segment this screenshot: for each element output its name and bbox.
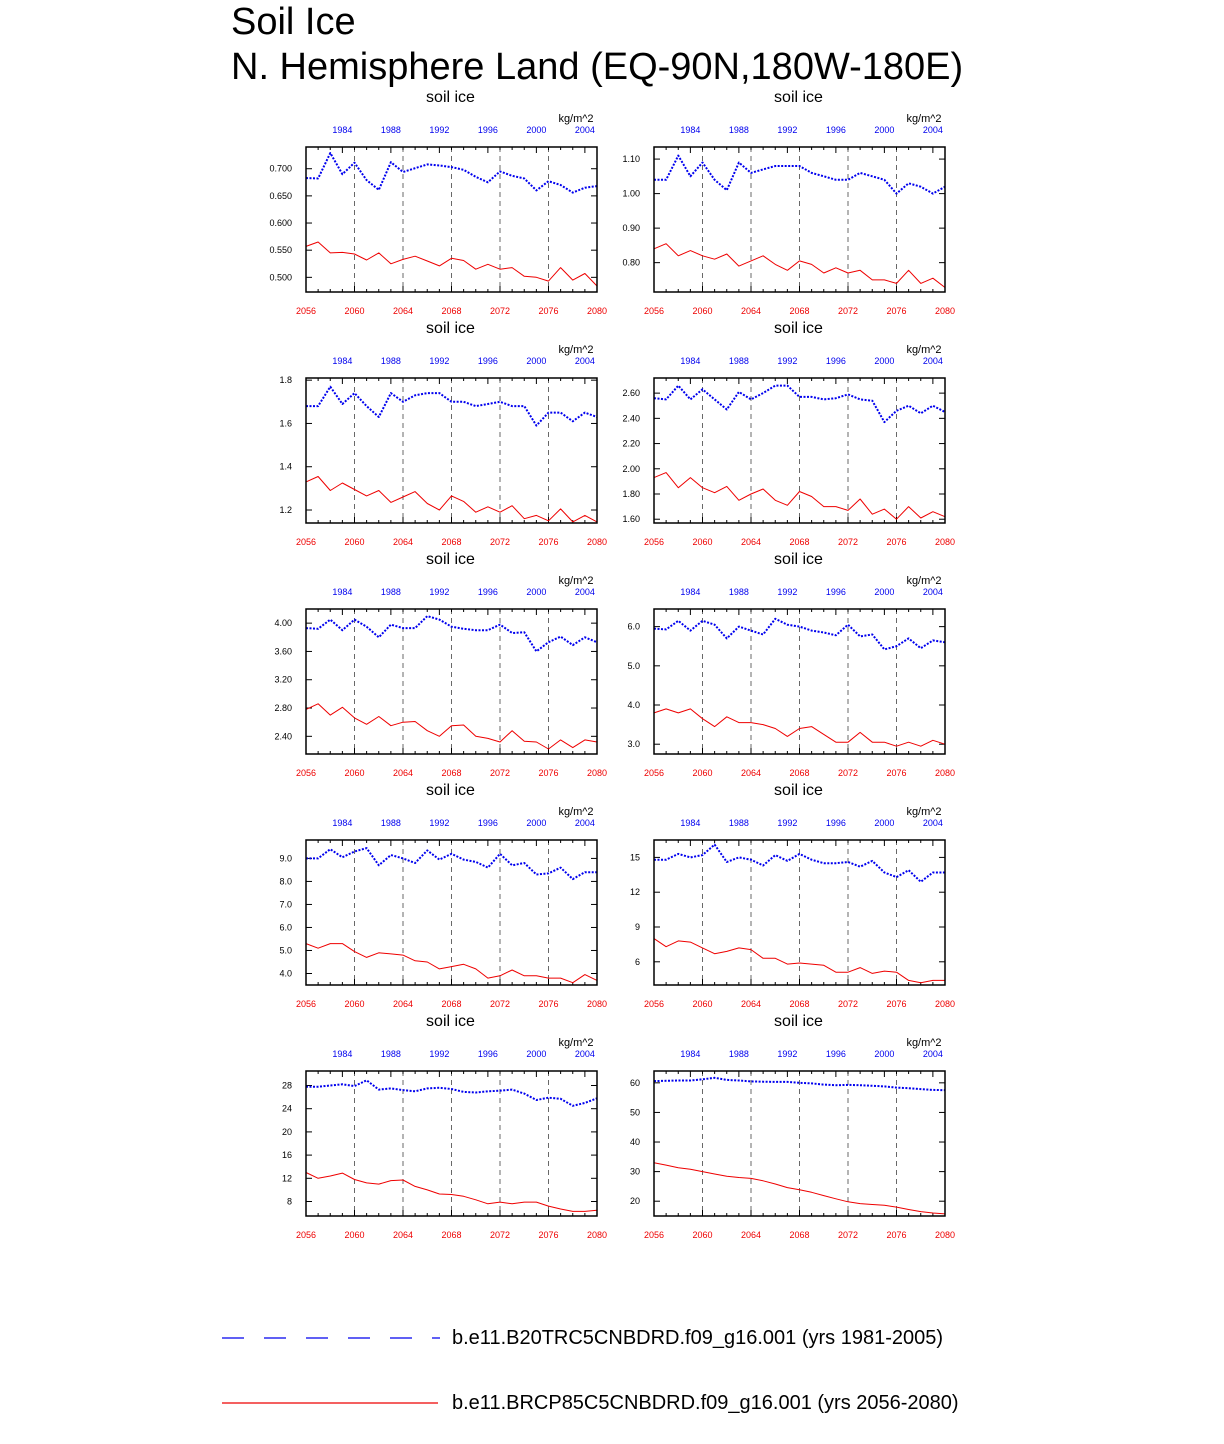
x-top-tick-label: 2004 [922, 587, 943, 597]
x-top-tick-label: 1988 [728, 1049, 749, 1059]
x-top-tick-label: 2000 [874, 818, 895, 828]
chart-panel-1 [269, 89, 607, 316]
x-bottom-tick-label: 2068 [441, 306, 462, 316]
chart-units: kg/m^2 [906, 806, 942, 818]
x-bottom-tick-label: 2080 [934, 537, 956, 547]
x-bottom-tick-label: 2080 [934, 999, 956, 1009]
y-tick-label: 2.40 [274, 731, 292, 742]
y-tick-label: 0.500 [269, 272, 292, 283]
y-tick-label: 2.80 [274, 703, 292, 714]
x-bottom-tick-label: 2064 [740, 306, 762, 316]
x-bottom-tick-label: 2068 [441, 999, 462, 1009]
chart-panel-7 [279, 782, 607, 1009]
y-tick-label: 6 [634, 956, 640, 967]
y-tick-label: 0.700 [269, 163, 292, 174]
x-top-tick-label: 1992 [429, 125, 450, 135]
x-bottom-tick-label: 2064 [392, 537, 414, 547]
x-top-tick-label: 1996 [825, 356, 846, 366]
x-top-tick-label: 2004 [922, 125, 943, 135]
x-top-tick-label: 1984 [332, 125, 353, 135]
x-top-tick-label: 1984 [680, 587, 701, 597]
legend-line-historical [220, 1325, 442, 1351]
x-bottom-tick-label: 2056 [295, 999, 317, 1009]
x-bottom-tick-label: 2076 [538, 1230, 559, 1240]
legend-item-future [0, 1390, 1224, 1420]
x-top-tick-label: 1988 [380, 818, 401, 828]
y-tick-label: 60 [629, 1077, 640, 1088]
x-top-tick-label: 1984 [680, 125, 701, 135]
chart-panel-8 [630, 782, 955, 1009]
x-bottom-tick-label: 2060 [692, 306, 713, 316]
y-tick-label: 0.80 [622, 257, 640, 268]
chart-units: kg/m^2 [906, 113, 942, 125]
y-tick-label: 4.0 [627, 700, 640, 711]
chart-panel-2 [622, 89, 955, 316]
x-bottom-tick-label: 2056 [295, 768, 317, 778]
x-top-tick-label: 1988 [728, 356, 749, 366]
x-bottom-tick-label: 2064 [392, 768, 414, 778]
series-historical-line [654, 619, 945, 650]
x-bottom-tick-label: 2060 [344, 537, 365, 547]
x-top-tick-label: 2000 [874, 356, 895, 366]
y-tick-label: 40 [629, 1137, 640, 1148]
x-bottom-tick-label: 2056 [295, 1230, 317, 1240]
x-top-tick-label: 1984 [680, 1049, 701, 1059]
x-top-tick-label: 1984 [332, 1049, 353, 1059]
x-bottom-tick-label: 2080 [586, 768, 608, 778]
x-bottom-tick-label: 2072 [489, 537, 511, 547]
y-tick-label: 12 [281, 1173, 292, 1184]
chart-title: soil ice [774, 551, 823, 568]
y-tick-label: 9.0 [279, 853, 292, 864]
x-bottom-tick-label: 2076 [538, 999, 559, 1009]
x-top-tick-label: 1984 [680, 818, 701, 828]
y-tick-label: 0.90 [622, 223, 640, 234]
y-tick-label: 3.20 [274, 674, 292, 685]
x-bottom-tick-label: 2068 [441, 1230, 462, 1240]
chart-units: kg/m^2 [558, 113, 594, 125]
y-tick-label: 6.0 [627, 621, 640, 632]
chart-panel-9 [282, 1013, 607, 1240]
chart-panel-10 [630, 1013, 955, 1240]
x-top-tick-label: 1996 [825, 818, 846, 828]
x-top-tick-label: 1984 [332, 356, 353, 366]
x-bottom-tick-label: 2064 [740, 999, 762, 1009]
y-tick-label: 3.60 [274, 646, 292, 657]
y-tick-label: 1.60 [622, 514, 640, 525]
x-top-tick-label: 1996 [477, 587, 498, 597]
x-bottom-tick-label: 2064 [740, 537, 762, 547]
y-tick-label: 1.10 [622, 154, 640, 165]
y-tick-label: 50 [629, 1107, 640, 1118]
chart-title: soil ice [774, 320, 823, 337]
x-bottom-tick-label: 2068 [789, 537, 810, 547]
chart-title: soil ice [426, 782, 475, 799]
chart-panel-5 [274, 551, 607, 778]
x-bottom-tick-label: 2068 [441, 537, 462, 547]
chart-units: kg/m^2 [906, 344, 942, 356]
x-bottom-tick-label: 2072 [489, 1230, 511, 1240]
x-bottom-tick-label: 2068 [789, 999, 810, 1009]
x-bottom-tick-label: 2060 [692, 999, 713, 1009]
x-bottom-tick-label: 2080 [586, 306, 608, 316]
y-tick-label: 20 [281, 1126, 292, 1137]
x-bottom-tick-label: 2056 [295, 537, 317, 547]
x-bottom-tick-label: 2056 [643, 1230, 665, 1240]
chart-panel-4 [622, 320, 955, 547]
x-bottom-tick-label: 2060 [344, 999, 365, 1009]
y-tick-label: 1.4 [279, 461, 292, 472]
chart-panel-6 [627, 551, 955, 778]
y-tick-label: 1.6 [279, 418, 292, 429]
page-title: Soil Ice [231, 1, 356, 43]
x-top-tick-label: 1996 [825, 1049, 846, 1059]
y-tick-label: 2.40 [622, 413, 640, 424]
x-bottom-tick-label: 2056 [643, 768, 665, 778]
x-bottom-tick-label: 2060 [692, 1230, 713, 1240]
x-bottom-tick-label: 2064 [740, 768, 762, 778]
x-bottom-tick-label: 2076 [538, 537, 559, 547]
x-bottom-tick-label: 2076 [886, 768, 907, 778]
x-top-tick-label: 2004 [574, 125, 595, 135]
x-top-tick-label: 1992 [777, 818, 798, 828]
y-tick-label: 20 [629, 1196, 640, 1207]
chart-units: kg/m^2 [558, 344, 594, 356]
x-top-tick-label: 1992 [429, 356, 450, 366]
chart-units: kg/m^2 [906, 1037, 942, 1049]
y-tick-label: 0.550 [269, 245, 292, 256]
x-top-tick-label: 1984 [332, 587, 353, 597]
chart-units: kg/m^2 [558, 1037, 594, 1049]
x-top-tick-label: 2000 [874, 125, 895, 135]
y-tick-label: 6.0 [279, 922, 292, 933]
x-bottom-tick-label: 2072 [489, 768, 511, 778]
y-tick-label: 3.0 [627, 739, 640, 750]
x-top-tick-label: 2000 [526, 125, 547, 135]
x-bottom-tick-label: 2076 [886, 999, 907, 1009]
y-tick-label: 5.0 [279, 945, 292, 956]
y-tick-label: 4.0 [279, 968, 292, 979]
x-bottom-tick-label: 2064 [392, 1230, 414, 1240]
x-top-tick-label: 1988 [380, 356, 401, 366]
x-top-tick-label: 2004 [574, 356, 595, 366]
x-top-tick-label: 1992 [777, 125, 798, 135]
x-top-tick-label: 2000 [526, 818, 547, 828]
x-top-tick-label: 1992 [429, 587, 450, 597]
x-top-tick-label: 2000 [526, 587, 547, 597]
x-bottom-tick-label: 2064 [392, 306, 414, 316]
x-top-tick-label: 2004 [574, 1049, 595, 1059]
y-tick-label: 30 [629, 1166, 640, 1177]
x-bottom-tick-label: 2080 [934, 1230, 956, 1240]
chart-units: kg/m^2 [558, 806, 594, 818]
x-top-tick-label: 1988 [380, 1049, 401, 1059]
x-top-tick-label: 1988 [728, 818, 749, 828]
x-top-tick-label: 2004 [574, 818, 595, 828]
x-top-tick-label: 1992 [429, 818, 450, 828]
y-tick-label: 0.600 [269, 218, 292, 229]
x-bottom-tick-label: 2072 [489, 999, 511, 1009]
x-bottom-tick-label: 2076 [886, 1230, 907, 1240]
x-bottom-tick-label: 2080 [934, 306, 956, 316]
chart-title: soil ice [426, 551, 475, 568]
x-top-tick-label: 2004 [574, 587, 595, 597]
y-tick-label: 2.20 [622, 438, 640, 449]
x-bottom-tick-label: 2076 [538, 306, 559, 316]
x-bottom-tick-label: 2080 [586, 999, 608, 1009]
x-bottom-tick-label: 2080 [934, 768, 956, 778]
x-bottom-tick-label: 2064 [740, 1230, 762, 1240]
legend-label-historical: b.e11.B20TRC5CNBDRD.f09_g16.001 (yrs 1981-2005) [452, 1327, 944, 1349]
chart-units: kg/m^2 [558, 575, 594, 587]
x-bottom-tick-label: 2080 [586, 1230, 608, 1240]
x-top-tick-label: 1996 [825, 587, 846, 597]
y-tick-label: 9 [634, 922, 640, 932]
x-bottom-tick-label: 2076 [886, 306, 907, 316]
x-bottom-tick-label: 2068 [789, 1230, 810, 1240]
x-bottom-tick-label: 2056 [643, 999, 665, 1009]
x-top-tick-label: 1996 [477, 1049, 498, 1059]
y-tick-label: 1.2 [279, 505, 292, 516]
x-bottom-tick-label: 2072 [837, 1230, 859, 1240]
x-top-tick-label: 2004 [922, 818, 943, 828]
legend-line-future [220, 1390, 442, 1416]
x-bottom-tick-label: 2060 [344, 306, 365, 316]
y-tick-label: 28 [281, 1080, 292, 1091]
y-tick-label: 8.0 [279, 876, 292, 887]
x-top-tick-label: 1988 [728, 587, 749, 597]
y-tick-label: 7.0 [279, 899, 292, 910]
x-bottom-tick-label: 2056 [643, 306, 665, 316]
y-tick-label: 15 [629, 852, 640, 863]
y-tick-label: 0.650 [269, 190, 292, 201]
x-top-tick-label: 1988 [728, 125, 749, 135]
x-bottom-tick-label: 2072 [837, 537, 859, 547]
y-tick-label: 1.00 [622, 188, 640, 199]
x-bottom-tick-label: 2060 [692, 537, 713, 547]
x-bottom-tick-label: 2056 [643, 537, 665, 547]
y-tick-label: 16 [281, 1150, 292, 1161]
x-bottom-tick-label: 2068 [789, 768, 810, 778]
x-top-tick-label: 1988 [380, 125, 401, 135]
y-tick-label: 2.60 [622, 388, 640, 399]
page-subtitle: N. Hemisphere Land (EQ-90N,180W-180E) [231, 46, 964, 88]
x-top-tick-label: 1992 [429, 1049, 450, 1059]
chart-title: soil ice [774, 1013, 823, 1030]
x-top-tick-label: 2000 [526, 1049, 547, 1059]
x-top-tick-label: 2004 [922, 356, 943, 366]
x-top-tick-label: 1988 [380, 587, 401, 597]
x-top-tick-label: 2000 [874, 587, 895, 597]
chart-title: soil ice [774, 782, 823, 799]
x-top-tick-label: 1996 [477, 125, 498, 135]
x-bottom-tick-label: 2068 [441, 768, 462, 778]
legend-item-historical [0, 1325, 1224, 1355]
y-tick-label: 1.8 [279, 375, 292, 386]
x-bottom-tick-label: 2056 [295, 306, 317, 316]
x-top-tick-label: 2004 [922, 1049, 943, 1059]
x-bottom-tick-label: 2076 [886, 537, 907, 547]
x-bottom-tick-label: 2072 [837, 768, 859, 778]
x-bottom-tick-label: 2080 [586, 537, 608, 547]
x-top-tick-label: 1984 [680, 356, 701, 366]
chart-panel-3 [279, 320, 607, 547]
chart-units: kg/m^2 [906, 575, 942, 587]
x-top-tick-label: 1996 [825, 125, 846, 135]
y-tick-label: 24 [281, 1103, 292, 1114]
y-tick-label: 8 [286, 1196, 292, 1207]
x-top-tick-label: 2000 [874, 1049, 895, 1059]
y-tick-label: 4.00 [274, 618, 292, 629]
x-top-tick-label: 1984 [332, 818, 353, 828]
y-tick-label: 2.00 [622, 463, 640, 474]
x-top-tick-label: 1992 [777, 587, 798, 597]
x-bottom-tick-label: 2064 [392, 999, 414, 1009]
x-top-tick-label: 1996 [477, 356, 498, 366]
x-top-tick-label: 2000 [526, 356, 547, 366]
x-bottom-tick-label: 2060 [692, 768, 713, 778]
chart-title: soil ice [426, 1013, 475, 1030]
x-bottom-tick-label: 2072 [837, 306, 859, 316]
x-bottom-tick-label: 2060 [344, 1230, 365, 1240]
x-bottom-tick-label: 2068 [789, 306, 810, 316]
chart-title: soil ice [774, 89, 823, 106]
x-bottom-tick-label: 2060 [344, 768, 365, 778]
x-top-tick-label: 1992 [777, 356, 798, 366]
legend-label-future: b.e11.BRCP85C5CNBDRD.f09_g16.001 (yrs 2056-2080) [452, 1392, 959, 1414]
y-tick-label: 1.80 [622, 489, 640, 499]
chart-title: soil ice [426, 89, 475, 106]
x-bottom-tick-label: 2072 [837, 999, 859, 1009]
x-top-tick-label: 1992 [777, 1049, 798, 1059]
chart-title: soil ice [426, 320, 475, 337]
x-bottom-tick-label: 2076 [538, 768, 559, 778]
x-bottom-tick-label: 2072 [489, 306, 511, 316]
y-tick-label: 12 [629, 887, 640, 898]
y-tick-label: 5.0 [627, 660, 640, 671]
x-top-tick-label: 1996 [477, 818, 498, 828]
